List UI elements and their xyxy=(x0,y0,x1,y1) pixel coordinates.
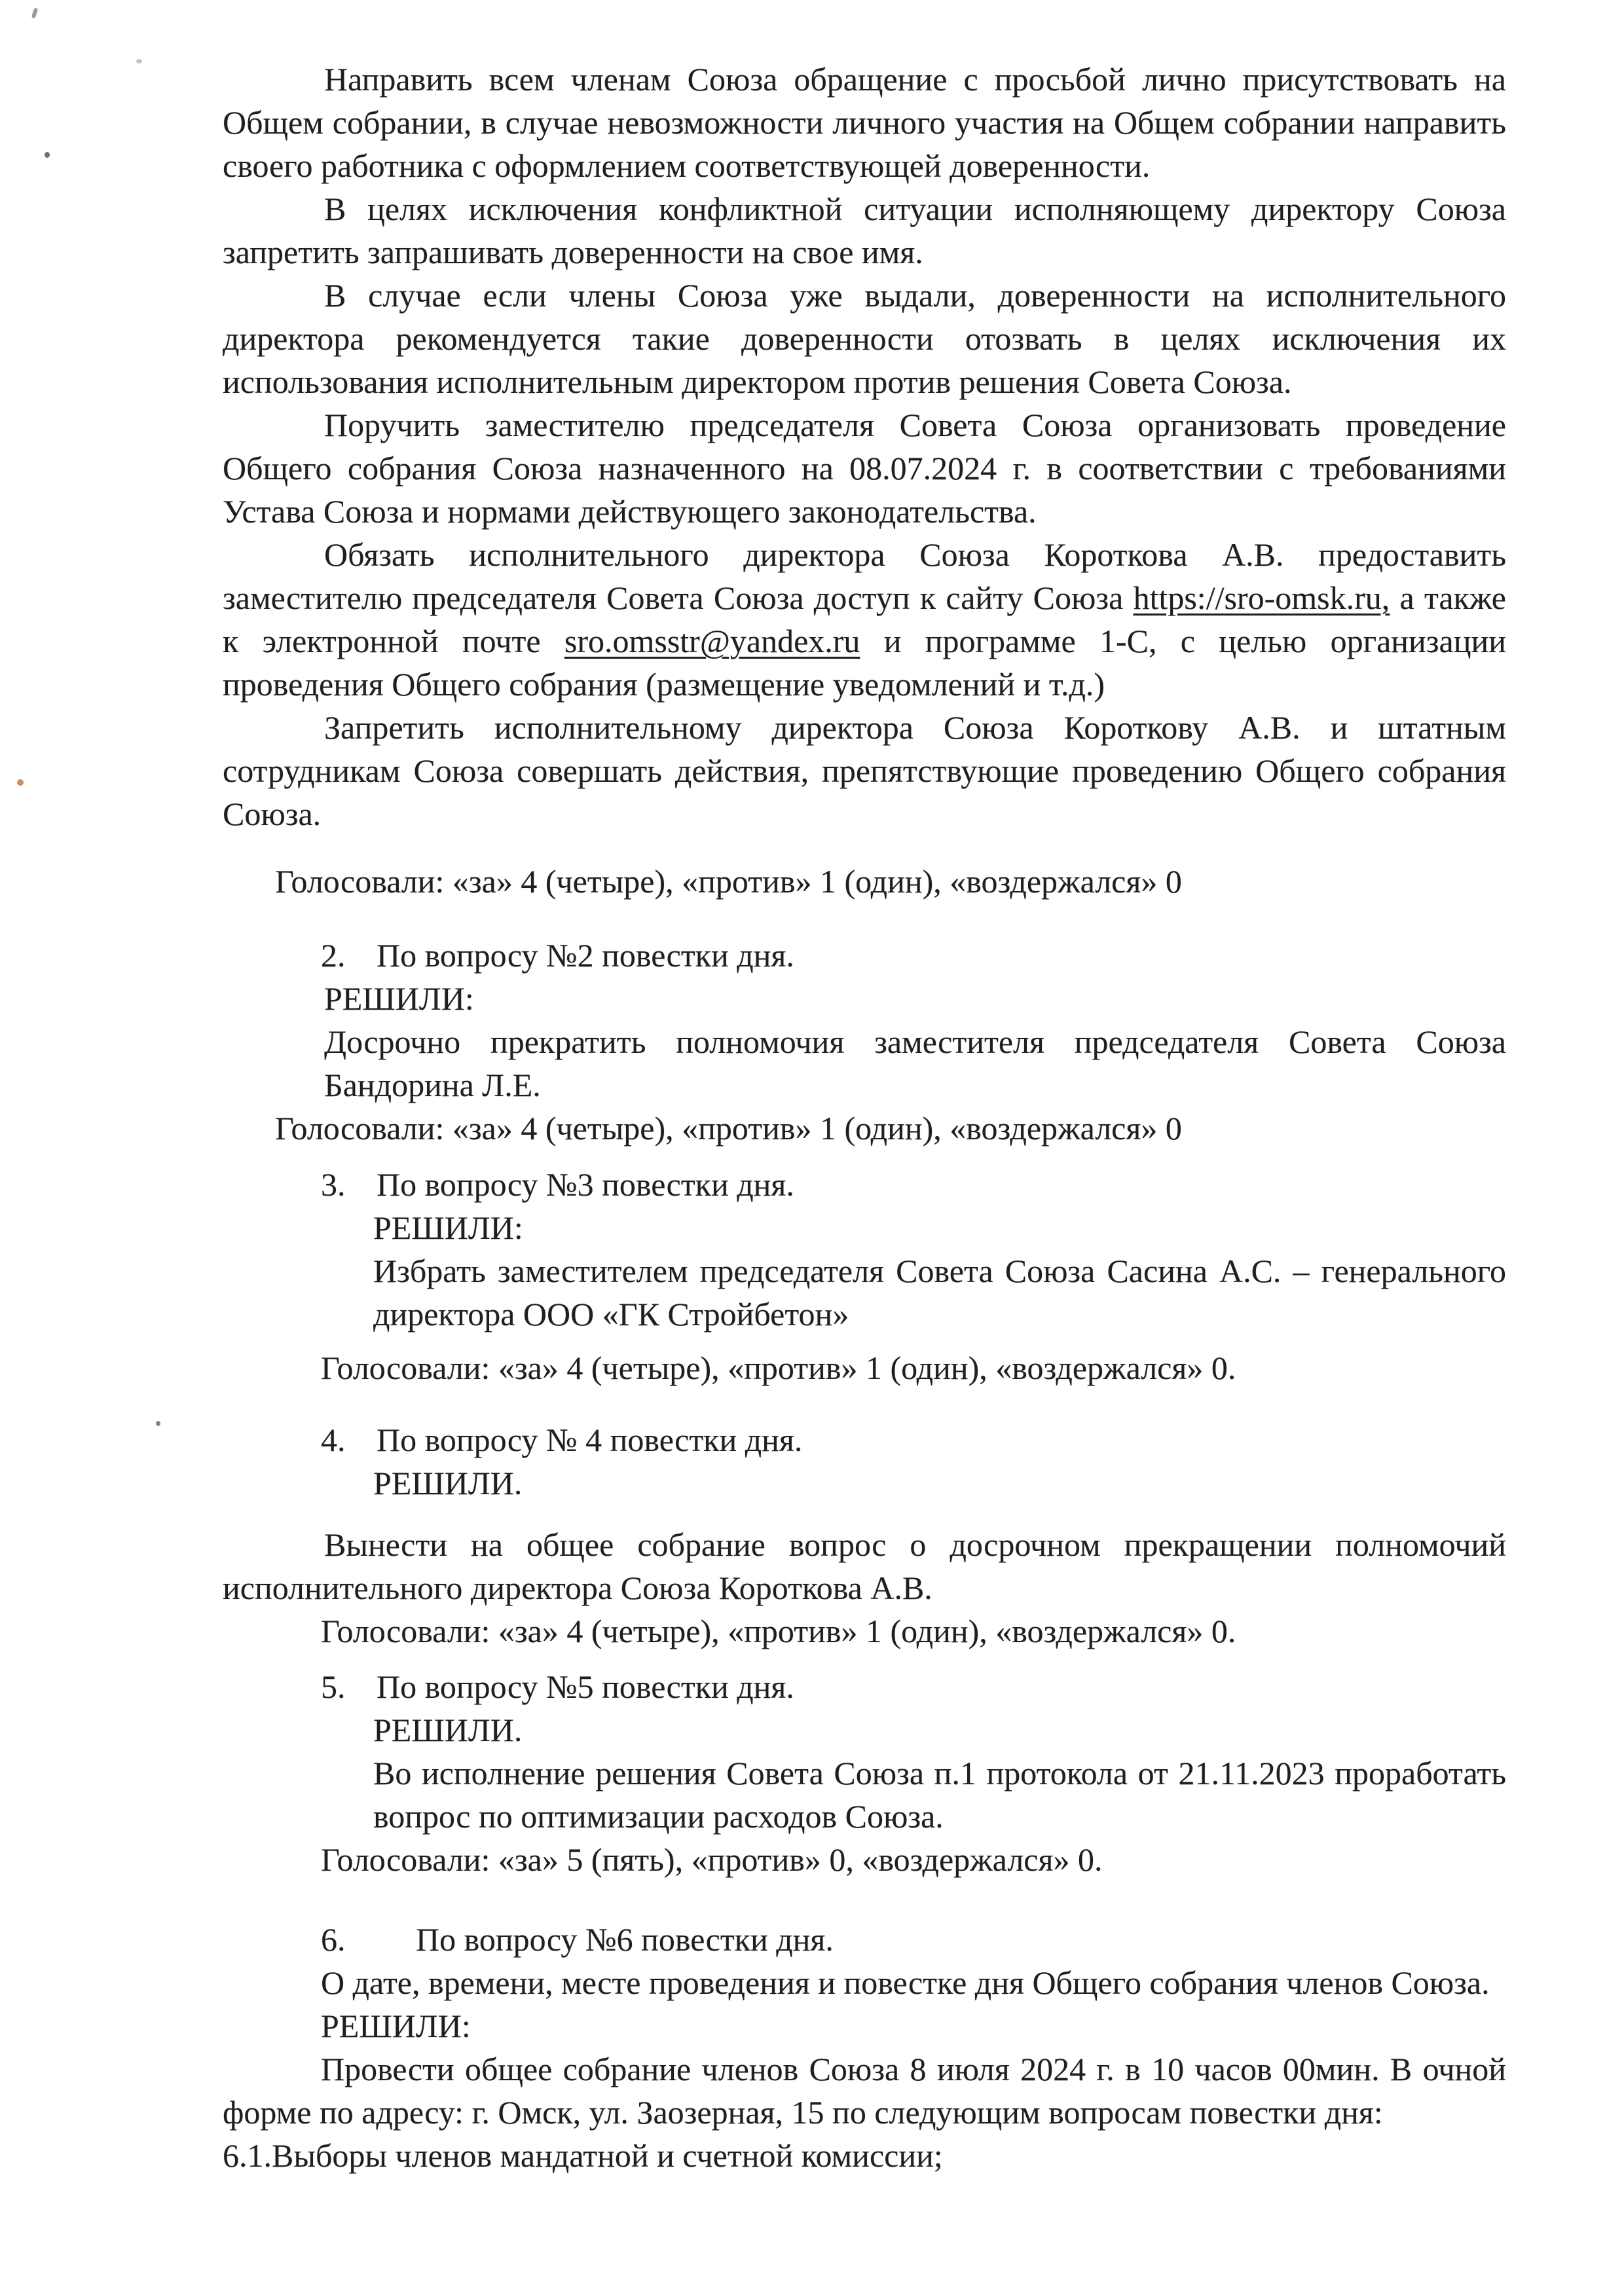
agenda-item-2-number: 2. xyxy=(321,937,346,974)
vote-result-4: Голосовали: «за» 4 (четыре), «против» 1 (один), «воздержался» 0. xyxy=(321,1613,1236,1649)
agenda-item-5-number: 5. xyxy=(321,1668,346,1705)
agenda-item-6-heading xyxy=(321,1918,1506,1961)
agenda-item-4-decision-label: РЕШИЛИ. xyxy=(373,1465,523,1501)
agenda-item-6-decision-text: Провести общее собрание членов Союза 8 июля 2024 г. в 10 часов 00мин. В очной форме по адресу: г. Омск, ул. Заозерная, 15 по следующим вопросам повестки дня: xyxy=(223,2051,1506,2131)
email-text: sro.omsstr@yandex.ru xyxy=(564,623,860,659)
agenda-item-3-heading xyxy=(321,1163,1506,1206)
agenda-item-2-decision-label: РЕШИЛИ: xyxy=(324,980,474,1017)
agenda-item-3-decision-label: РЕШИЛИ: xyxy=(373,1209,523,1246)
agenda-item-6-subtitle: О дате, времени, месте проведения и повестке дня Общего собрания членов Союза. xyxy=(321,1964,1490,2001)
agenda-item-4-number: 4. xyxy=(321,1422,346,1458)
paragraph-2: В целях исключения конфликтной ситуации исполняющему директору Союза запретить запрашивать доверенности на свое имя. xyxy=(223,191,1506,270)
vote-result-2: Голосовали: «за» 4 (четыре), «против» 1 (один), «воздержался» 0 xyxy=(275,1110,1182,1147)
scan-speck xyxy=(45,152,50,158)
agenda-item-6 xyxy=(223,1918,1506,2177)
site-url-text: https://sro-omsk.ru, xyxy=(1133,579,1390,616)
agenda-item-6-title: По вопросу №6 повестки дня. xyxy=(416,1921,834,1958)
paragraph-1: Направить всем членам Союза обращение с просьбой лично присутствовать на Общем собрании, в случае невозможности личного участия на Общем собрании направить своего работника с оформлением соответствующей доверенности. xyxy=(223,61,1506,184)
agenda-item-6-decision-label: РЕШИЛИ: xyxy=(321,2008,471,2044)
agenda-item-2 xyxy=(223,934,1506,1107)
paragraph-3: В случае если члены Союза уже выдали, доверенности на исполнительного директора рекомендуется такие доверенности отозвать в целях исключения их использования исполнительным директором против решения Совета Союза. xyxy=(223,277,1506,400)
agenda-item-5-title: По вопросу №5 повестки дня. xyxy=(377,1668,794,1705)
agenda-item-2-heading xyxy=(321,934,1506,977)
paragraph-5-text-1: Обязать исполнительного директора Союза Короткова А.В. предоставить заместителю председателя Совета Союза доступ к сайту Союза xyxy=(223,536,1506,616)
vote-result-5: Голосовали: «за» 5 (пять), «против» 0, «воздержался» 0. xyxy=(321,1841,1103,1878)
scan-speck xyxy=(17,779,24,786)
agenda-item-4-heading xyxy=(321,1418,1506,1461)
paragraph-5-text-3: и программе 1-С, с целью организации проведения Общего собрания (размещение уведомлений и т.д.) xyxy=(223,623,1507,703)
paragraph-6: Запретить исполнительному директора Союза Короткову А.В. и штатным сотрудникам Союза совершать действия, препятствующие проведению Общего собрания Союза. xyxy=(223,709,1506,832)
agenda-item-4-decision-text: Вынести на общее собрание вопрос о досрочном прекращении полномочий исполнительного директора Союза Короткова А.В. xyxy=(223,1526,1506,1606)
agenda-item-3 xyxy=(223,1163,1506,1336)
agenda-item-6-sub-item: 6.1.Выборы членов мандатной и счетной комиссии; xyxy=(223,2137,943,2174)
scan-speck xyxy=(156,1421,160,1426)
agenda-item-5-decision-label: РЕШИЛИ. xyxy=(373,1712,523,1748)
agenda-item-3-decision-text: Избрать заместителем председателя Совета Союза Сасина А.С. – генерального директора ООО «ГК Стройбетон» xyxy=(373,1253,1506,1332)
paragraph-5 xyxy=(223,533,1506,706)
agenda-item-4 xyxy=(223,1418,1506,1609)
agenda-item-4-title: По вопросу № 4 повестки дня. xyxy=(377,1422,803,1458)
agenda-item-5-decision-text: Во исполнение решения Совета Союза п.1 протокола от 21.11.2023 проработать вопрос по оптимизации расходов Союза. xyxy=(373,1755,1506,1835)
agenda-item-2-decision-text: Досрочно прекратить полномочия заместителя председателя Совета Союза Бандорина Л.Е. xyxy=(324,1023,1506,1103)
vote-result-3: Голосовали: «за» 4 (четыре), «против» 1 (один), «воздержался» 0. xyxy=(321,1349,1236,1386)
agenda-item-6-number: 6. xyxy=(321,1921,346,1958)
agenda-item-5 xyxy=(223,1665,1506,1838)
agenda-item-3-title: По вопросу №3 повестки дня. xyxy=(377,1166,794,1203)
scan-speck xyxy=(136,59,142,64)
paragraph-5-text-2: а также к электронной почте xyxy=(223,579,1506,659)
vote-result-1: Голосовали: «за» 4 (четыре), «против» 1 (один), «воздержался» 0 xyxy=(275,863,1182,900)
paragraph-4: Поручить заместителю председателя Совета Союза организовать проведение Общего собрания Союза назначенного на 08.07.2024 г. в соответствии с требованиями Устава Союза и нормами действующего законодательства. xyxy=(223,407,1506,530)
agenda-item-2-title: По вопросу №2 повестки дня. xyxy=(377,937,794,974)
agenda-item-3-number: 3. xyxy=(321,1166,346,1203)
agenda-item-5-heading xyxy=(321,1665,1506,1708)
